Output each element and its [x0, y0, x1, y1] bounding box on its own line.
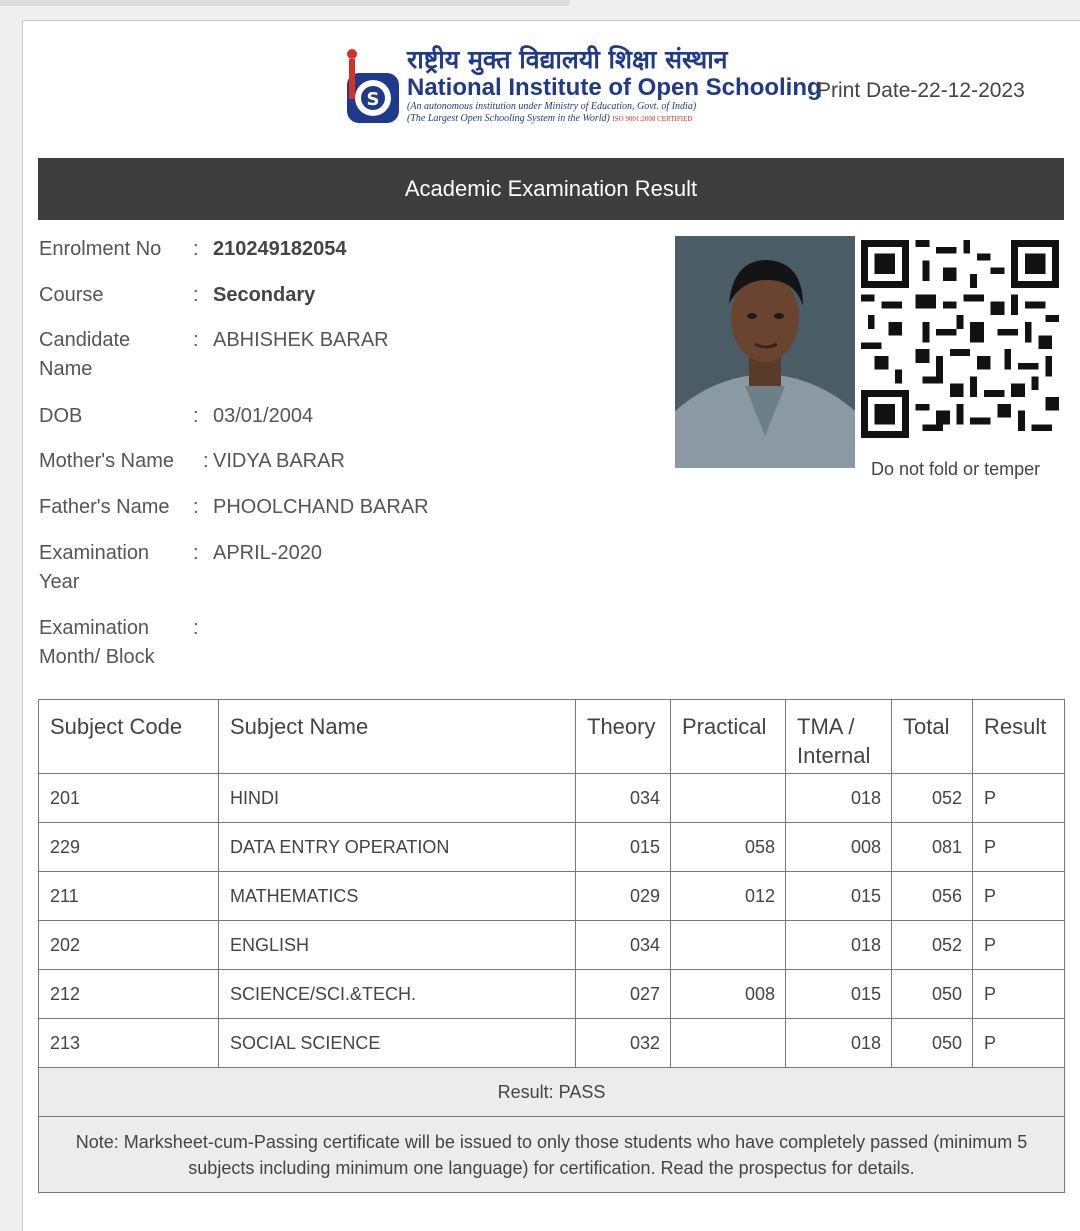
cell-name: HINDI	[219, 774, 576, 823]
cell-total: 050	[892, 1019, 973, 1068]
detail-label: Candidate Name	[39, 329, 131, 380]
cell-result: P	[973, 921, 1065, 970]
fold-note: Do not fold or temper	[871, 459, 1041, 479]
org-name-english	[407, 75, 827, 101]
detail-colon: :	[193, 405, 199, 427]
cell-tma: 015	[786, 970, 892, 1019]
cell-practical: 058	[671, 823, 786, 872]
cell-code: 211	[39, 872, 219, 921]
org-tagline-1: (An autonomous institution under Ministry of Education, Govt. of India)	[407, 101, 697, 112]
cell-theory: 032	[576, 1019, 671, 1068]
detail-colon: :	[193, 329, 199, 351]
cell-theory: 015	[576, 823, 671, 872]
cell-result: P	[973, 774, 1065, 823]
cell-total: 052	[892, 921, 973, 970]
qr-code-icon	[861, 239, 1059, 439]
org-brand	[407, 45, 827, 125]
cell-tma: 018	[786, 774, 892, 823]
table-row	[39, 1019, 1065, 1068]
cell-theory: 034	[576, 921, 671, 970]
cell-name: SCIENCE/SCI.&TECH.	[219, 970, 576, 1019]
cell-name: MATHEMATICS	[219, 872, 576, 921]
iso-certified: ISO 9001:2008 CERTIFIED	[612, 115, 693, 123]
cell-name: DATA ENTRY OPERATION	[219, 823, 576, 872]
col-total: Total	[892, 700, 973, 774]
detail-label: Examination Month/ Block	[39, 617, 155, 668]
table-row	[39, 921, 1065, 970]
detail-value: APRIL-2020	[213, 542, 322, 564]
page-title: Academic Examination Result	[38, 158, 1064, 220]
cell-tma: 008	[786, 823, 892, 872]
cell-practical: 012	[671, 872, 786, 921]
cell-tma: 015	[786, 872, 892, 921]
cell-theory: 029	[576, 872, 671, 921]
cell-total: 050	[892, 970, 973, 1019]
col-result: Result	[973, 700, 1065, 774]
cell-total: 056	[892, 872, 973, 921]
cell-total: 081	[892, 823, 973, 872]
table-header-row	[39, 700, 1065, 774]
detail-label: Mother's Name	[39, 450, 174, 472]
col-subject-name: Subject Name	[219, 700, 576, 774]
cell-theory: 034	[576, 774, 671, 823]
table-row	[39, 970, 1065, 1019]
cell-code: 212	[39, 970, 219, 1019]
detail-value: 210249182054	[213, 238, 347, 260]
detail-colon: :	[203, 450, 209, 472]
note-row	[39, 1117, 1065, 1193]
org-name-emph: Open Schooling	[637, 74, 822, 101]
col-subject-code: Subject Code	[39, 700, 219, 774]
cell-result: P	[973, 823, 1065, 872]
cell-tma: 018	[786, 1019, 892, 1068]
org-tagline-2-text: (The Largest Open Schooling System in the World)	[407, 113, 610, 124]
cell-total: 052	[892, 774, 973, 823]
cell-name: ENGLISH	[219, 921, 576, 970]
cell-practical: 008	[671, 970, 786, 1019]
detail-colon: :	[193, 496, 199, 518]
cell-practical	[671, 1019, 786, 1068]
detail-value: VIDYA BARAR	[213, 450, 345, 472]
scroll-top-bar	[0, 0, 570, 6]
nios-logo-icon	[343, 45, 407, 125]
detail-colon: :	[193, 542, 199, 564]
cell-code: 201	[39, 774, 219, 823]
cell-name: SOCIAL SCIENCE	[219, 1019, 576, 1068]
table-row	[39, 774, 1065, 823]
detail-label: Examination Year	[39, 542, 150, 593]
org-name-hindi: राष्ट्रीय मुक्त विद्यालयी शिक्षा संस्थान	[407, 45, 728, 74]
col-tma-internal: TMA / Internal	[786, 700, 892, 774]
detail-label: Father's Name	[39, 496, 170, 518]
detail-colon: :	[193, 284, 199, 306]
col-practical: Practical	[671, 700, 786, 774]
cell-tma: 018	[786, 921, 892, 970]
svg-text:S: S	[366, 89, 380, 110]
candidate-photo	[675, 236, 855, 468]
col-theory: Theory	[576, 700, 671, 774]
overall-result-row	[39, 1068, 1065, 1117]
detail-value: 03/01/2004	[213, 405, 314, 427]
marks-table	[38, 699, 1065, 1193]
cell-code: 229	[39, 823, 219, 872]
detail-colon: :	[193, 617, 199, 639]
detail-label: DOB	[39, 405, 83, 427]
cell-theory: 027	[576, 970, 671, 1019]
table-row	[39, 872, 1065, 921]
table-row	[39, 823, 1065, 872]
cell-result: P	[973, 970, 1065, 1019]
certificate-note: Note: Marksheet-cum-Passing certificate will be issued to only those students who have completely passed (minimum 5 subjects including minimum one language) for certification. Read the prospectus for details.	[39, 1117, 1065, 1193]
result-sheet	[22, 20, 1080, 1231]
detail-colon: :	[193, 238, 199, 260]
cell-code: 202	[39, 921, 219, 970]
detail-value: PHOOLCHAND BARAR	[213, 496, 429, 518]
detail-value: ABHISHEK BARAR	[213, 329, 389, 351]
detail-label: Enrolment No	[39, 238, 162, 260]
org-tagline-2	[407, 113, 827, 125]
cell-code: 213	[39, 1019, 219, 1068]
overall-result: Result: PASS	[39, 1068, 1065, 1117]
cell-practical	[671, 921, 786, 970]
cell-result: P	[973, 872, 1065, 921]
cell-result: P	[973, 1019, 1065, 1068]
org-name-prefix: National Institute of	[407, 74, 638, 101]
print-date: Print Date-22-12-2023	[817, 79, 1025, 102]
cell-practical	[671, 774, 786, 823]
detail-label: Course	[39, 284, 104, 306]
detail-value: Secondary	[213, 284, 316, 306]
